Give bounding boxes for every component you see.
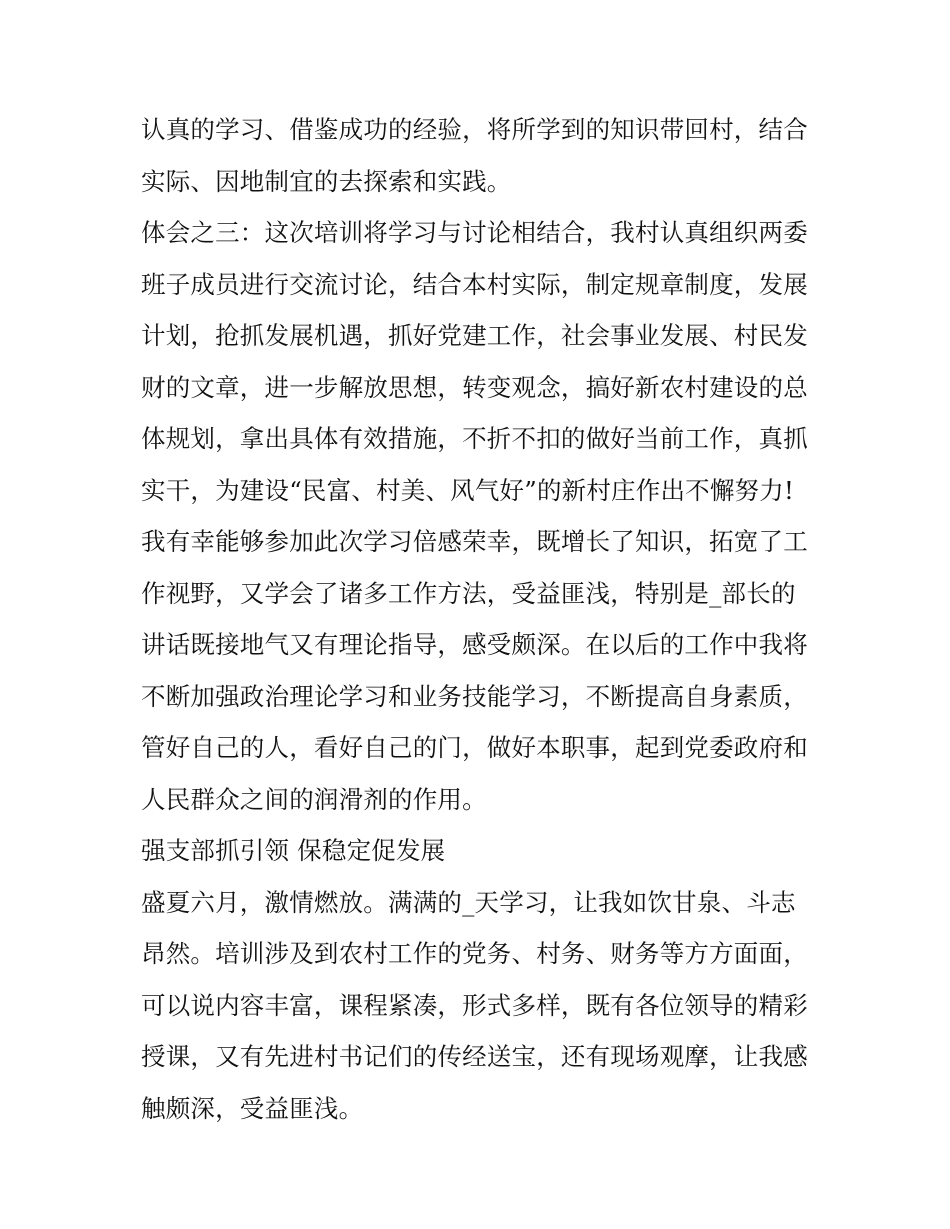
text-line: 实干，为建设“民富、村美、风气好”的新村庄作出不懈努力! xyxy=(141,475,794,505)
text-line: 可以说内容丰富，课程紧凑，形式多样，既有各位领导的精彩 xyxy=(141,990,808,1020)
text-line: 体会之三：这次培训将学习与讨论相结合，我村认真组织两委 xyxy=(141,218,808,247)
text-line: 我有幸能够参加此次学习倍感荣幸，既增长了知识，拓宽了工 xyxy=(141,527,808,556)
section-heading: 强支部抓引领 保稳定促发展 xyxy=(141,836,446,865)
text-line: 实际、因地制宜的去探索和实践。 xyxy=(141,166,512,196)
text-line: 作视野，又学会了诸多工作方法，受益匪浅，特别是_部长的 xyxy=(141,578,796,608)
text-line: 人民群众之间的润滑剂的作用。 xyxy=(141,784,487,814)
text-line: 盛夏六月，激情燃放。满满的_天学习，让我如饮甘泉、斗志 xyxy=(141,887,796,917)
text-line: 体规划，拿出具体有效措施，不折不扣的做好当前工作，真抓 xyxy=(141,424,808,453)
text-line: 讲话既接地气又有理论指导，感受颇深。在以后的工作中我将 xyxy=(141,630,808,659)
text-line: 授课，又有先进村书记们的传经送宝，还有现场观摩，让我感 xyxy=(141,1042,808,1071)
text-line: 管好自己的人，看好自己的门，做好本职事，起到党委政府和 xyxy=(141,733,808,762)
text-line: 计划，抢抓发展机遇，抓好党建工作，社会事业发展、村民发 xyxy=(141,321,808,350)
document-body xyxy=(141,104,821,1134)
text-line: 班子成员进行交流讨论，结合本村实际，制定规章制度，发展 xyxy=(141,269,808,299)
text-line: 财的文章，进一步解放思想，转变观念，搞好新农村建设的总 xyxy=(141,372,808,402)
text-line: 认真的学习、借鉴成功的经验，将所学到的知识带回村，结合 xyxy=(141,115,808,144)
text-line: 昂然。培训涉及到农村工作的党务、村务、财务等方方面面， xyxy=(141,939,808,968)
text-line: 不断加强政治理论学习和业务技能学习，不断提高自身素质， xyxy=(141,681,808,711)
text-line: 触颇深，受益匪浅。 xyxy=(141,1093,364,1123)
